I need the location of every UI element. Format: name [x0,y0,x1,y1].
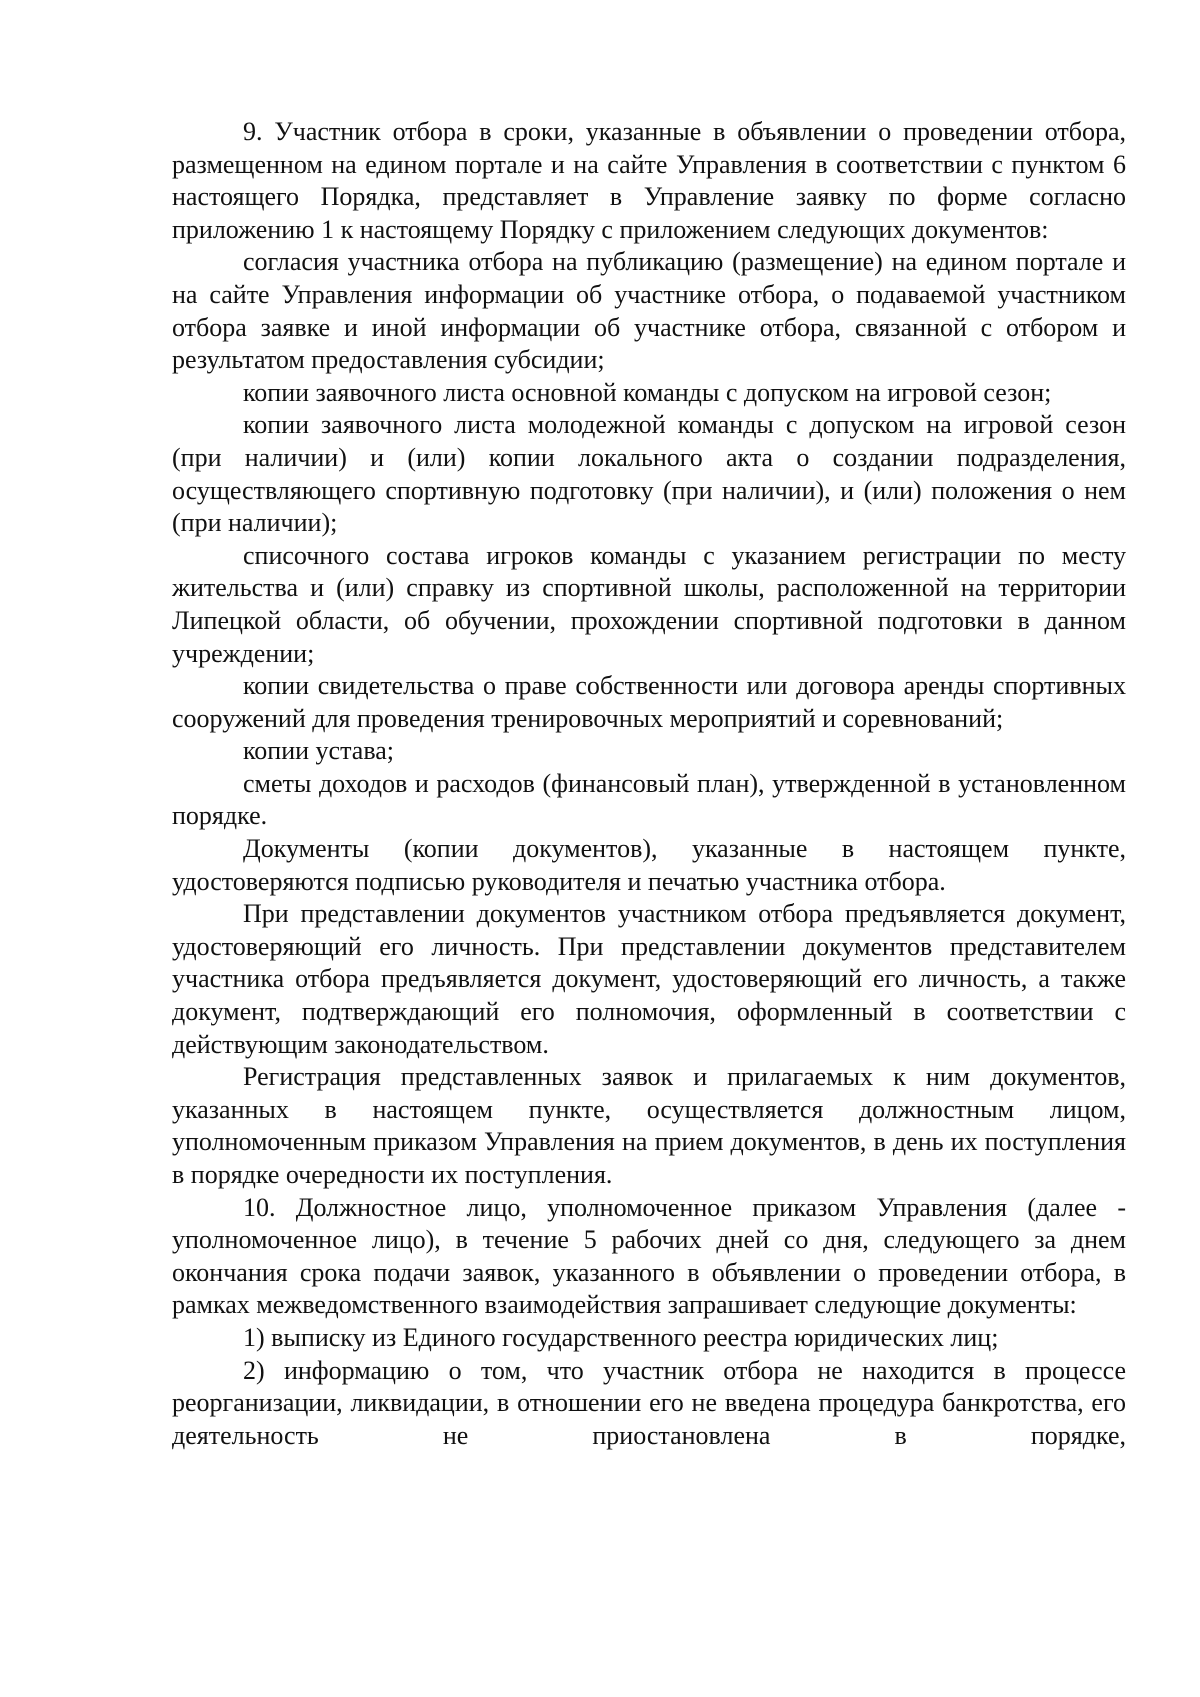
paragraph-document-certification: Документы (копии документов), указанные в настоящем пункте, удостоверяются подписью руководителя и печатью участника отбора. [172,834,1126,896]
document-body [172,116,1126,1452]
paragraph-charter-copy: копии устава; [243,736,395,766]
paragraph-main-team-roster: копии заявочного листа основной команды с допуском на игровой сезон; [243,377,1052,407]
paragraph-youth-team-roster: копии заявочного листа молодежной команды с допуском на игровой сезон (при наличии) и (или) копии локального акта о создании подразделения, осуществляющего спортивную подготовку (при наличии), и (или) положения о нем (при наличии); [172,410,1126,538]
paragraph-consent-publication: согласия участника отбора на публикацию (размещение) на едином портале и на сайте Управления информации об участнике отбора, о подаваемой участником отбора заявке и иной информации об участнике отбора, связанной с отбором и результатом предоставления субсидии; [172,247,1126,375]
paragraph-identity-presentation: При представлении документов участником отбора предъявляется документ, удостоверяющий его личность. При представлении документов представителем участника отбора предъявляется документ, удостоверяющий его личность, а также документ, подтверждающий его полномочия, оформленный в соответствии с действующим законодательством. [172,899,1126,1059]
paragraph-item-9: 9. Участник отбора в сроки, указанные в объявлении о проведении отбора, размещенном на едином портале и на сайте Управления в соответствии с пунктом 6 настоящего Порядка, представляет в Управление заявку по форме согласно приложению 1 к настоящему Порядку с приложением следующих документов: [172,117,1126,244]
paragraph-item-10: 10. Должностное лицо, уполномоченное приказом Управления (далее - уполномоченное лицо), в течение 5 рабочих дней со дня, следующего за днем окончания срока подачи заявок, указанного в объявлении о проведении отбора, в рамках межведомственного взаимодействия запрашивает следующие документы: [172,1192,1126,1320]
paragraph-budget-estimate: сметы доходов и расходов (финансовый план), утвержденной в установленном порядке. [172,768,1126,831]
paragraph-list-item-2: 2) информацию о том, что участник отбора не находится в процессе реорганизации, ликвидации, в отношении его не введена процедура банкротства, его деятельность не приостановлена в порядке, [172,1355,1126,1450]
paragraph-registration: Регистрация представленных заявок и прилагаемых к ним документов, указанных в настоящем пункте, осуществляется должностным лицом, уполномоченным приказом Управления на прием документов, в день их поступления в порядке очередности их поступления. [172,1062,1126,1189]
paragraph-list-item-1: 1) выписку из Единого государственного реестра юридических лиц; [243,1322,999,1352]
paragraph-player-list: списочного состава игроков команды с указанием регистрации по месту жительства и (или) справку из спортивной школы, расположенной на территории Липецкой области, об обучении, прохождении спортивной подготовки в данном учреждении; [172,540,1126,668]
paragraph-property-certificate: копии свидетельства о праве собственности или договора аренды спортивных сооружений для проведения тренировочных мероприятий и соревнований; [172,671,1126,733]
